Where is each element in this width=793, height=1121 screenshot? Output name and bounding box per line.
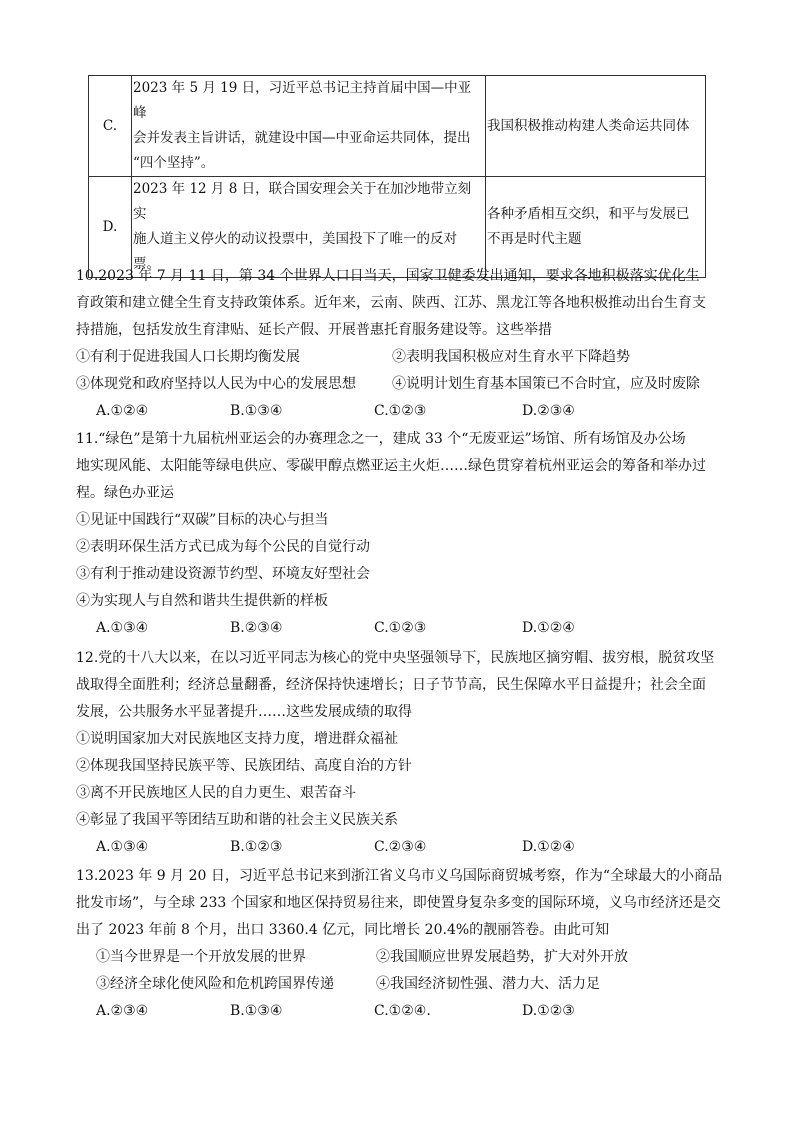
options-table <box>88 75 706 278</box>
answer-option-d[interactable]: D.②③④ <box>522 403 575 419</box>
question-13 <box>76 863 722 1025</box>
question-12 <box>76 645 722 861</box>
question-stem: 持措施，包括发放生育津贴、延长产假、开展普惠托育服务建设等。这些举措 <box>76 322 552 338</box>
question-11 <box>76 426 722 642</box>
table-row <box>89 76 706 177</box>
question-stem: 地实现风能、太阳能等绿电供应、零碳甲醇点燃亚运主火炬……绿色贯穿着杭州亚运会的筹备和举办过 <box>76 458 706 474</box>
item-row <box>96 971 742 998</box>
question-stem: 战取得全面胜利；经济总量翻番，经济保持快速增长；日子节节高，民生保障水平日益提升；社会全面 <box>76 677 706 693</box>
answer-option-c[interactable]: C.②③④ <box>374 839 427 855</box>
answer-option-c[interactable]: C.①②③ <box>374 403 427 419</box>
answer-option-a[interactable]: A.①②④ <box>96 403 149 419</box>
option-material: 2023 年 12 月 8 日，联合国安理会关于在加沙地带立刻实 施人道主义停火的动议投票中，美国投下了唯一的反对 票。 <box>132 177 486 278</box>
statement-item: ③体现党和政府坚持以人民为中心的发展思想 <box>76 376 356 392</box>
statement-item: ④我国经济韧性强、潜力大、活力足 <box>376 976 600 992</box>
answer-options <box>76 998 722 1025</box>
statement-item: ①见证中国践行“双碳”目标的决心与担当 <box>76 512 329 528</box>
statement-item: ②我国顺应世界发展趋势，扩大对外开放 <box>376 949 628 965</box>
question-stem: 发展，公共服务水平显著提升……这些发展成绩的取得 <box>76 704 412 720</box>
answer-option-a[interactable]: A.①③④ <box>96 620 149 636</box>
answer-option-b[interactable]: B.①③④ <box>230 1003 283 1019</box>
question-stem: 育政策和建立健全生育支持政策体系。近年来，云南、陕西、江苏、黑龙江等各地积极推动出台生育支 <box>76 295 706 311</box>
question-stem: 11.“绿色”是第十九届杭州亚运会的办赛理念之一，建成 33 个“无废亚运”场馆、所有场馆及办公场 <box>76 431 686 447</box>
statement-item: ④说明计划生育基本国策已不合时宜，应及时废除 <box>392 376 700 392</box>
answer-option-c[interactable]: C.①②③ <box>374 620 427 636</box>
answer-option-b[interactable]: B.①②③ <box>230 839 283 855</box>
statement-item: ④为实现人与自然和谐共生提供新的样板 <box>76 593 328 609</box>
question-stem: 程。绿色办亚运 <box>76 485 174 501</box>
answer-option-b[interactable]: B.②③④ <box>230 620 283 636</box>
statement-item: ②体现我国坚持民族平等、民族团结、高度自治的方针 <box>76 758 412 774</box>
option-label: D. <box>89 177 132 278</box>
option-material: 2023 年 5 月 19 日，习近平总书记主持首届中国—中亚峰 会并发表主旨讲话，就建设中国—中亚命运共同体，提出 “四个坚持”。 <box>132 76 486 177</box>
statement-item: ①当今世界是一个开放发展的世界 <box>96 949 306 965</box>
statement-item: ③离不开民族地区人民的自力更生、艰苦奋斗 <box>76 785 356 801</box>
answer-options <box>76 398 722 425</box>
answer-option-c[interactable]: C.①②④. <box>374 1003 431 1019</box>
statement-item: ③经济全球化使风险和危机跨国界传递 <box>96 976 334 992</box>
question-stem: 13.2023 年 9 月 20 日，习近平总书记来到浙江省义乌市义乌国际商贸城考察，作为“全球最大的小商品 <box>76 868 723 884</box>
statement-item: ③有利于推动建设资源节约型、环境友好型社会 <box>76 566 370 582</box>
answer-option-a[interactable]: A.②③④ <box>96 1003 149 1019</box>
question-stem: 12.党的十八大以来，在以习近平同志为核心的党中央坚强领导下，民族地区摘穷帽、拔穷根，脱贫攻坚 <box>76 650 715 666</box>
question-stem: 10.2023 年 7 月 11 日，第 34 个世界人口日当天，国家卫健委发出通知，要求各地积极落实优化生 <box>76 268 700 284</box>
answer-option-d[interactable]: D.①②④ <box>522 620 575 636</box>
answer-option-b[interactable]: B.①③④ <box>230 403 283 419</box>
answer-option-a[interactable]: A.①③④ <box>96 839 149 855</box>
statement-item: ①说明国家加大对民族地区支持力度，增进群众福祉 <box>76 731 398 747</box>
item-row <box>76 344 722 371</box>
question-stem: 批发市场”，与全球 233 个国家和地区保持贸易往来，即使置身复杂多变的国际环境，义乌市经济还是交 <box>76 895 721 911</box>
answer-option-d[interactable]: D.①②③ <box>522 1003 575 1019</box>
statement-item: ②表明我国积极应对生育水平下降趋势 <box>392 349 630 365</box>
question-10 <box>76 263 722 425</box>
statement-item: ④彰显了我国平等团结互助和谐的社会主义民族关系 <box>76 812 398 828</box>
statement-item: ①有利于促进我国人口长期均衡发展 <box>76 349 300 365</box>
statement-item: ②表明环保生活方式已成为每个公民的自觉行动 <box>76 539 370 555</box>
item-row <box>96 944 742 971</box>
option-label: C. <box>89 76 132 177</box>
answer-options <box>76 615 722 642</box>
option-conclusion: 我国积极推动构建人类命运共同体 <box>486 76 706 177</box>
item-row <box>76 371 722 398</box>
answer-options <box>76 834 722 861</box>
answer-option-d[interactable]: D.①②④ <box>522 839 575 855</box>
option-conclusion: 各种矛盾相互交织，和平与发展已 不再是时代主题 <box>486 177 706 278</box>
question-stem: 出了 2023 年前 8 个月，出口 3360.4 亿元，同比增长 20.4%的靓丽答卷。由此可知 <box>76 922 610 938</box>
